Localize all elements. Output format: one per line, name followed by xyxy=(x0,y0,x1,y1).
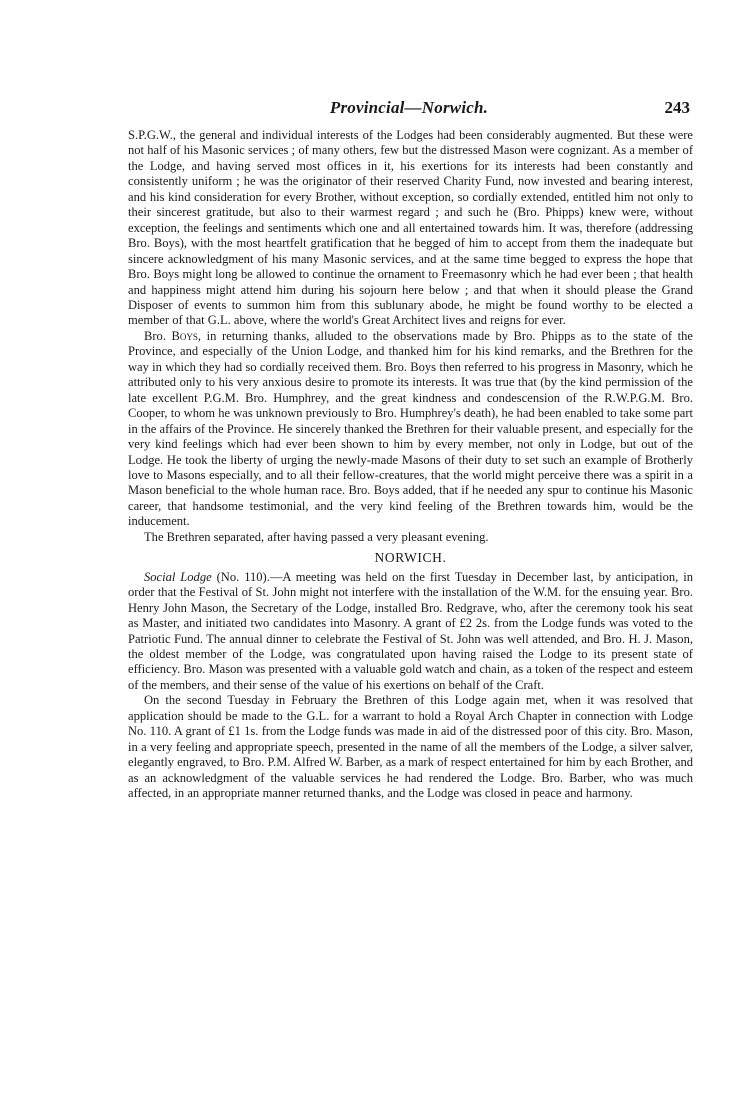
paragraph-continuation xyxy=(128,128,693,329)
body-text xyxy=(128,128,693,801)
page-number: 243 xyxy=(664,98,690,117)
section-heading: NORWICH. xyxy=(374,550,447,566)
paragraph-social-lodge xyxy=(128,570,693,694)
paragraph-february-meeting xyxy=(128,693,693,801)
paragraph-boys-reply xyxy=(128,329,693,530)
paragraph-text: The Brethren separated, after having passed a very pleasant evening. xyxy=(144,529,489,544)
paragraph-lead: Bro. xyxy=(144,328,172,343)
paragraph-text: On the second Tuesday in February the Brethren of this Lodge again met, when it was resolved that application should be made to the G.L. for a warrant to hold a Royal Arch Chapter in connection with Lodge No. 110. A grant of £1 1s. from the Lodge funds was made in aid of the distressed poor of this city. Bro. Mason, in a very feeling and appropriate speech, presented in the name of all the members of the Lodge, a silver salver, elegantly engraved, to Bro. P.M. Alfred W. Barber, as a mark of respect entertained for him by each Brother, and as an acknowledgment of the valuable services he had rendered the Lodge. Bro. Barber, who was much affected, in an appropriate manner returned thanks, and the Lodge was closed in peace and harmony. xyxy=(128,693,693,801)
paragraph-text: (No. 110).—A meeting was held on the first Tuesday in December last, by anticipation, in order that the Festival of St. John might not interfere with the installation of the W.M. for the ensuing year. Bro. Henry John Mason, the Secretary of the Lodge, installed Bro. Redgrave, who, after the ceremony took his seat as Master, and initiated two candidates into Masonry. A grant of £2 2s. from the Lodge funds was voted to the Patriotic Fund. The annual dinner to celebrate the Festival of St. John was well attended, and Bro. H. J. Mason, the oldest member of the Lodge, was congratulated upon having raised the Lodge to its present state of efficiency. Bro. Mason was presented with a valuable gold watch and chain, as a token of the respect and esteem of the members, and their sense of the value of his exertions on behalf of the Craft. xyxy=(128,569,693,692)
paragraph-brethren-separated xyxy=(128,530,693,545)
paragraph-lead-lodge-name: Social Lodge xyxy=(144,569,212,584)
running-title: Provincial—Norwich. xyxy=(329,98,489,117)
running-head xyxy=(128,98,690,122)
paragraph-text: S.P.G.W., the general and individual interests of the Lodges had been considerably augmented. But these were not half of his Masonic services ; of many others, few but the distressed Mason were cognizant. As a member of the Lodge, and having served most offices in it, his exertions for its interests had been constantly and consistently uniform ; he was the originator of their reserved Charity Fund, now invested and bearing interest, and his kind consideration for every Brother, without exception, so cordially extended, entitled him not only to their sincerest gratitude, but also to their warmest regard ; and such he (Bro. Phipps) knew were, without exception, the feelings and sentiments which one and all entertained towards him. It was, therefore (addressing Bro. Boys), with the most heartfelt gratification that he begged of him to accept from them the inadequate but sincere acknowledgment of his many Masonic services, and at the same time begged to express the hope that Bro. Boys might long be allowed to continue the ornament to Freemasonry which he had ever been ; that health and happiness might attend him during his sojourn here below ; and that when it should please the Grand Disposer of events to summon him from this sublunary abode, he might be found worthy to be elected a member of that G.L. above, where the world's Great Architect lives and reigns for ever. xyxy=(128,128,693,328)
paragraph-text: , in returning thanks, alluded to the observations made by Bro. Phipps as to the state of the Province, and especially of the Union Lodge, and thanked him for his kind remarks, and the Brethren for the way in which they had so cordially received them. Bro. Boys then referred to his progress in Masonry, which he attributed only to his very anxious desire to promote its interests. It was true that (by the kind permission of the late excellent P.G.M. Bro. Humphrey, and the great kindness and condescension of the R.W.P.G.M. Bro. Cooper, to whom he was unknown previously to Bro. Humphrey's death), he had been enabled to take some part in the affairs of the Province. He sincerely thanked the Brethren for their valuable present, and especially for the very kind feelings which had ever been shown to him by every member, not only in Lodge, but out of the Lodge. He took the liberty of urging the newly-made Masons of their duty to set such an example of Brotherly love to Masons especially, and to all their fellow-creatures, that the world might perceive there was a spirit in a Mason beneficial to the whole human race. Bro. Boys added, that if he needed any spur to continue his Masonic career, that handsome testimonial, and the very kind feeling of the Brethren towards him, would be the inducement. xyxy=(128,328,693,529)
paragraph-lead-name: Boys xyxy=(171,328,198,343)
